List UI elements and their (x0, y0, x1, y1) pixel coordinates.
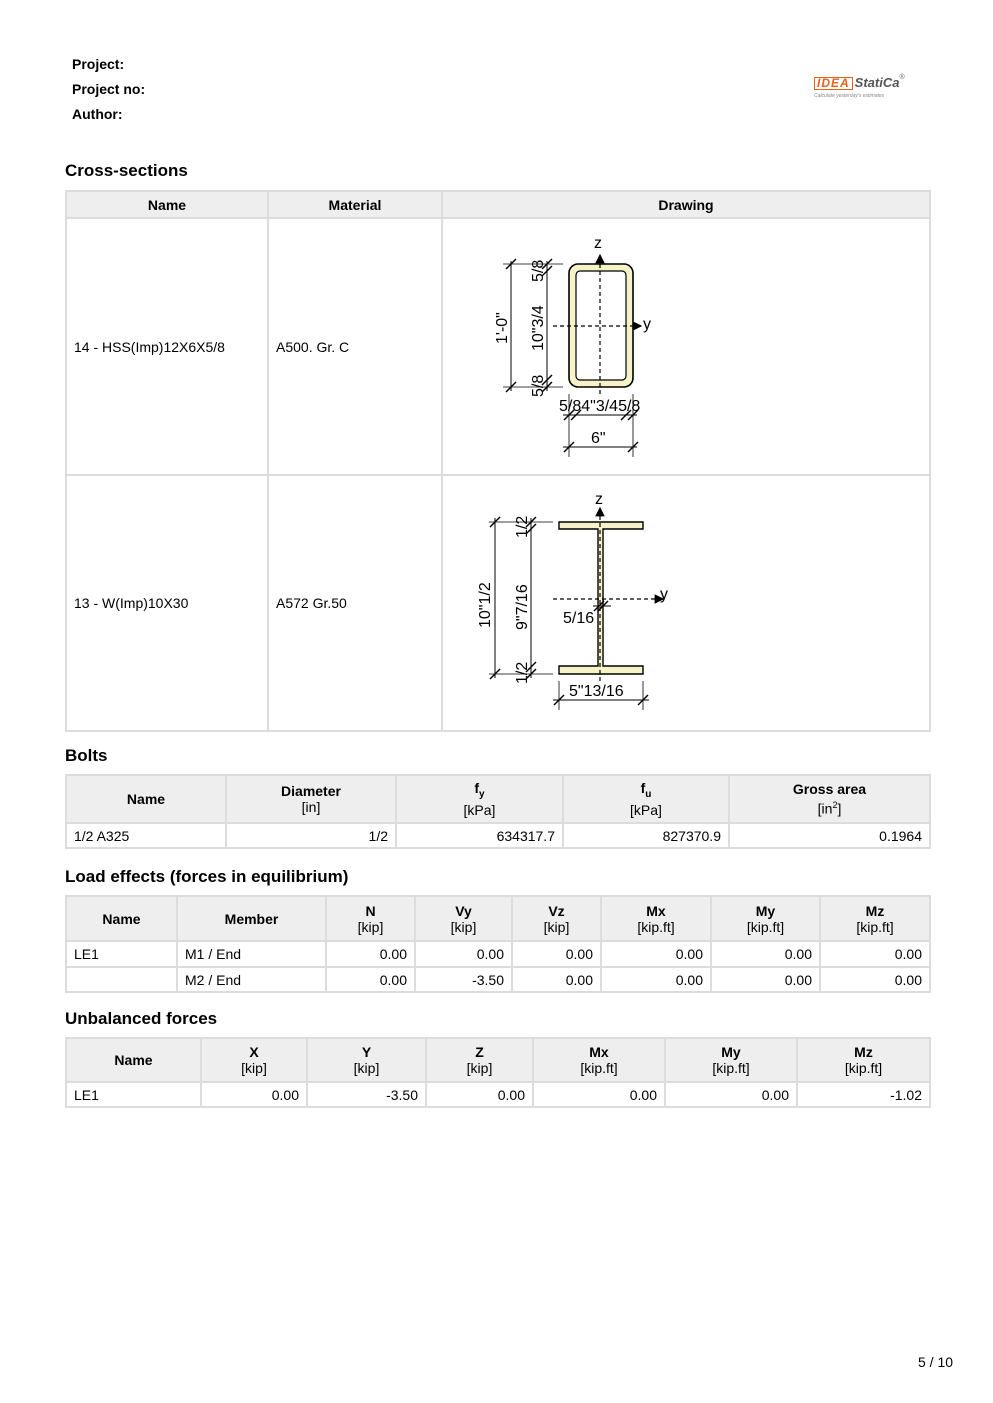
bolt-diameter: 1/2 (226, 823, 396, 848)
hss-section-drawing (443, 219, 929, 471)
le-n: 0.00 (326, 967, 415, 992)
le-mz: 0.00 (820, 941, 930, 967)
logo-tagline: Calculate yesterday's estimates (814, 93, 885, 99)
bottom-dims: 5/84"3/45/8 (559, 398, 641, 415)
le-my: 0.00 (711, 967, 820, 992)
le-member: M1 / End (177, 941, 326, 967)
height-dim: 1'-0" (494, 312, 511, 344)
col-header-my: My [kip.ft] (711, 896, 820, 941)
le-mx: 0.00 (601, 967, 711, 992)
ub-my: 0.00 (665, 1082, 797, 1107)
width-dim: 5"13/16 (569, 683, 624, 700)
col-header-my: My [kip.ft] (665, 1038, 797, 1082)
col-header-name: Name (66, 896, 177, 941)
section-drawing-cell (442, 475, 930, 731)
table-row (66, 1082, 930, 1107)
idea-statica-logo (814, 74, 924, 104)
table-header-row (66, 775, 930, 823)
le-my: 0.00 (711, 941, 820, 967)
table-row (66, 475, 930, 731)
report-header-info (72, 55, 145, 130)
z-axis-label: z (594, 235, 602, 252)
le-n: 0.00 (326, 941, 415, 967)
col-header-fu: $f_u$ [kPa] (563, 775, 729, 823)
col-header-member: Member (177, 896, 326, 941)
le-name (66, 967, 177, 992)
table-header-row (66, 896, 930, 941)
ub-mx: 0.00 (533, 1082, 665, 1107)
col-header-name: Name (66, 1038, 201, 1082)
section-name: 13 - W(Imp)10X30 (66, 475, 268, 731)
height-dim: 10"1/2 (477, 582, 494, 628)
section-name: 14 - HSS(Imp)12X6X5/8 (66, 218, 268, 475)
bolt-fy: 634317.7 (396, 823, 563, 848)
col-header-name: Name (66, 775, 226, 823)
page-number: 5 / 10 (918, 1354, 954, 1370)
le-mz: 0.00 (820, 967, 930, 992)
bolts-table (65, 774, 931, 849)
unbalanced-title: Unbalanced forces (65, 1009, 218, 1028)
le-mx: 0.00 (601, 941, 711, 967)
le-member: M2 / End (177, 967, 326, 992)
col-header-material: Material (268, 191, 442, 218)
col-header-mz: Mz [kip.ft] (820, 896, 930, 941)
w-section-drawing (443, 476, 929, 727)
table-row (66, 941, 930, 967)
col-header-drawing: Drawing (442, 191, 930, 218)
y-axis-label: y (660, 586, 668, 603)
load-effects-title: Load effects (forces in equilibrium) (65, 867, 349, 886)
bolts-title: Bolts (65, 746, 108, 765)
ub-mz: -1.02 (797, 1082, 930, 1107)
le-vy: -3.50 (415, 967, 512, 992)
col-header-z: Z [kip] (426, 1038, 533, 1082)
bolt-area: 0.1964 (729, 823, 930, 848)
z-axis-label: z (595, 491, 603, 508)
inner-height-dim: 10"3/4 (530, 305, 547, 351)
col-header-mx: Mx [kip.ft] (533, 1038, 665, 1082)
load-effects-table (65, 895, 931, 993)
table-row (66, 218, 930, 475)
section-material: A500. Gr. C (268, 218, 442, 475)
unbalanced-table (65, 1037, 931, 1108)
col-header-vz: Vz [kip] (512, 896, 601, 941)
col-header-gross-area: Gross area $[in^2]$ (729, 775, 930, 823)
col-header-diameter: Diameter [in] (226, 775, 396, 823)
top-thk-dim: 5/8 (530, 259, 547, 282)
ub-z: 0.00 (426, 1082, 533, 1107)
logo-word: StatiCa (854, 75, 900, 90)
ub-name: LE1 (66, 1082, 201, 1107)
cross-sections-title: Cross-sections (65, 161, 188, 180)
table-header-row (66, 1038, 930, 1082)
ub-y: -3.50 (307, 1082, 426, 1107)
bolt-fu: 827370.9 (563, 823, 729, 848)
le-vz: 0.00 (512, 941, 601, 967)
le-name: LE1 (66, 941, 177, 967)
col-header-name: Name (66, 191, 268, 218)
web-thk-dim: 5/16 (563, 610, 595, 627)
top-flange-dim: 1/2 (514, 515, 531, 538)
project-label: Project: (72, 56, 125, 72)
table-row (66, 967, 930, 992)
project-no-label: Project no: (72, 81, 146, 97)
author-label: Author: (72, 106, 123, 122)
le-vz: 0.00 (512, 967, 601, 992)
table-header-row (66, 191, 930, 218)
col-header-mz: Mz [kip.ft] (797, 1038, 930, 1082)
le-vy: 0.00 (415, 941, 512, 967)
logo-reg: ® (899, 74, 905, 81)
col-header-fy: $f_y$ [kPa] (396, 775, 563, 823)
col-header-vy: Vy [kip] (415, 896, 512, 941)
table-row (66, 823, 930, 848)
col-header-x: X [kip] (201, 1038, 307, 1082)
section-drawing-cell (442, 218, 930, 475)
bot-thk-dim: 5/8 (530, 374, 547, 397)
cross-sections-table (65, 190, 931, 732)
col-header-mx: Mx [kip.ft] (601, 896, 711, 941)
bolt-name: 1/2 A325 (66, 823, 226, 848)
section-material: A572 Gr.50 (268, 475, 442, 731)
width-dim: 6" (591, 430, 606, 447)
y-axis-label: y (643, 316, 651, 333)
logo-mark: IDEA (814, 77, 853, 90)
col-header-y: Y [kip] (307, 1038, 426, 1082)
web-height-dim: 9"7/16 (514, 584, 531, 630)
ub-x: 0.00 (201, 1082, 307, 1107)
bot-flange-dim: 1/2 (514, 661, 531, 684)
col-header-n: N [kip] (326, 896, 415, 941)
